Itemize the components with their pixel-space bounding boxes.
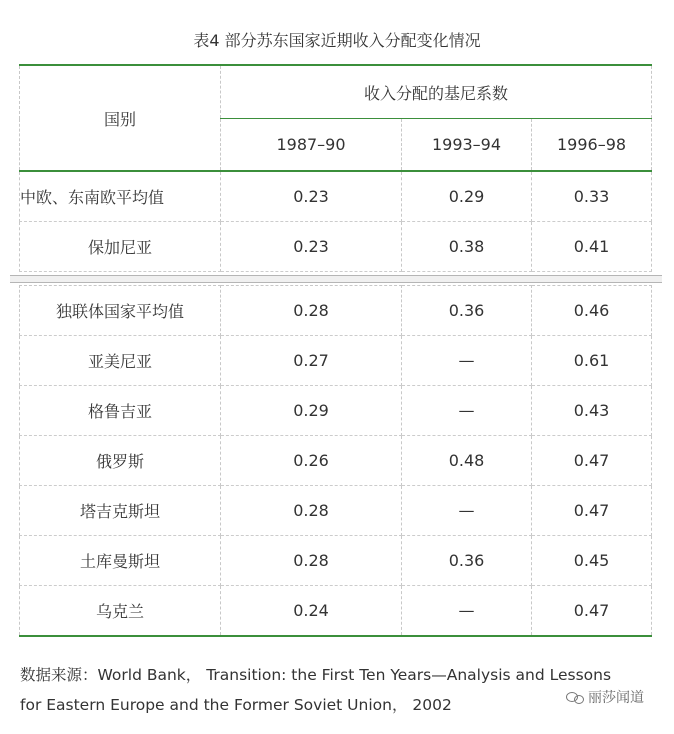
gini-value: 0.48	[402, 436, 532, 486]
table-row	[20, 222, 652, 272]
header-year: 1996–98	[532, 119, 652, 172]
header-year: 1987–90	[221, 119, 402, 172]
header-year: 1993–94	[402, 119, 532, 172]
gini-value: 0.26	[221, 436, 402, 486]
gini-value: —	[402, 386, 532, 436]
source-line: for Eastern Europe and the Former Soviet Union， 2002	[20, 696, 452, 714]
header-gini: 收入分配的基尼系数	[221, 65, 652, 119]
gini-value: 0.46	[532, 286, 652, 336]
gini-value: 0.36	[402, 536, 532, 586]
country-name: 保加尼亚	[20, 222, 221, 272]
table-row	[20, 586, 652, 637]
gini-value: 0.28	[221, 486, 402, 536]
table-row	[20, 336, 652, 386]
gini-value: 0.33	[532, 171, 652, 222]
gini-value: 0.27	[221, 336, 402, 386]
gini-value: 0.28	[221, 536, 402, 586]
gini-value: 0.47	[532, 586, 652, 637]
watermark-text: 丽莎闻道	[588, 690, 644, 706]
country-name: 土库曼斯坦	[20, 536, 221, 586]
gini-value: —	[402, 586, 532, 637]
gini-value: —	[402, 336, 532, 386]
table-row	[20, 286, 652, 336]
gini-value: 0.61	[532, 336, 652, 386]
gini-value: 0.29	[402, 171, 532, 222]
gini-value: 0.29	[221, 386, 402, 436]
country-name: 中欧、东南欧平均值	[20, 171, 221, 222]
country-name: 亚美尼亚	[20, 336, 221, 386]
gini-value: 0.36	[402, 286, 532, 336]
gini-value: 0.23	[221, 222, 402, 272]
data-source	[20, 660, 660, 720]
gini-value: 0.41	[532, 222, 652, 272]
table-row	[20, 386, 652, 436]
header-country: 国别	[20, 65, 221, 171]
gini-value: 0.24	[221, 586, 402, 637]
source-line: 数据来源：World Bank， Transition: the First Ten Years—Analysis and Lessons	[20, 666, 612, 684]
break-divider	[10, 275, 662, 283]
watermark	[566, 687, 644, 707]
gini-value: 0.28	[221, 286, 402, 336]
country-name: 独联体国家平均值	[20, 286, 221, 336]
gini-value: 0.43	[532, 386, 652, 436]
table-row	[20, 436, 652, 486]
country-name: 格鲁吉亚	[20, 386, 221, 436]
gini-value: 0.47	[532, 436, 652, 486]
country-name: 乌克兰	[20, 586, 221, 637]
table-break	[20, 272, 652, 286]
gini-value: 0.38	[402, 222, 532, 272]
gini-value: 0.45	[532, 536, 652, 586]
country-name: 塔吉克斯坦	[20, 486, 221, 536]
country-name: 俄罗斯	[20, 436, 221, 486]
table-title: 表4 部分苏东国家近期收入分配变化情况	[193, 31, 481, 50]
gini-value: —	[402, 486, 532, 536]
gini-value: 0.47	[532, 486, 652, 536]
gini-value: 0.23	[221, 171, 402, 222]
table-row	[20, 536, 652, 586]
table-row	[20, 171, 652, 222]
gini-table	[19, 64, 652, 637]
wechat-icon	[566, 690, 584, 704]
table-row	[20, 486, 652, 536]
